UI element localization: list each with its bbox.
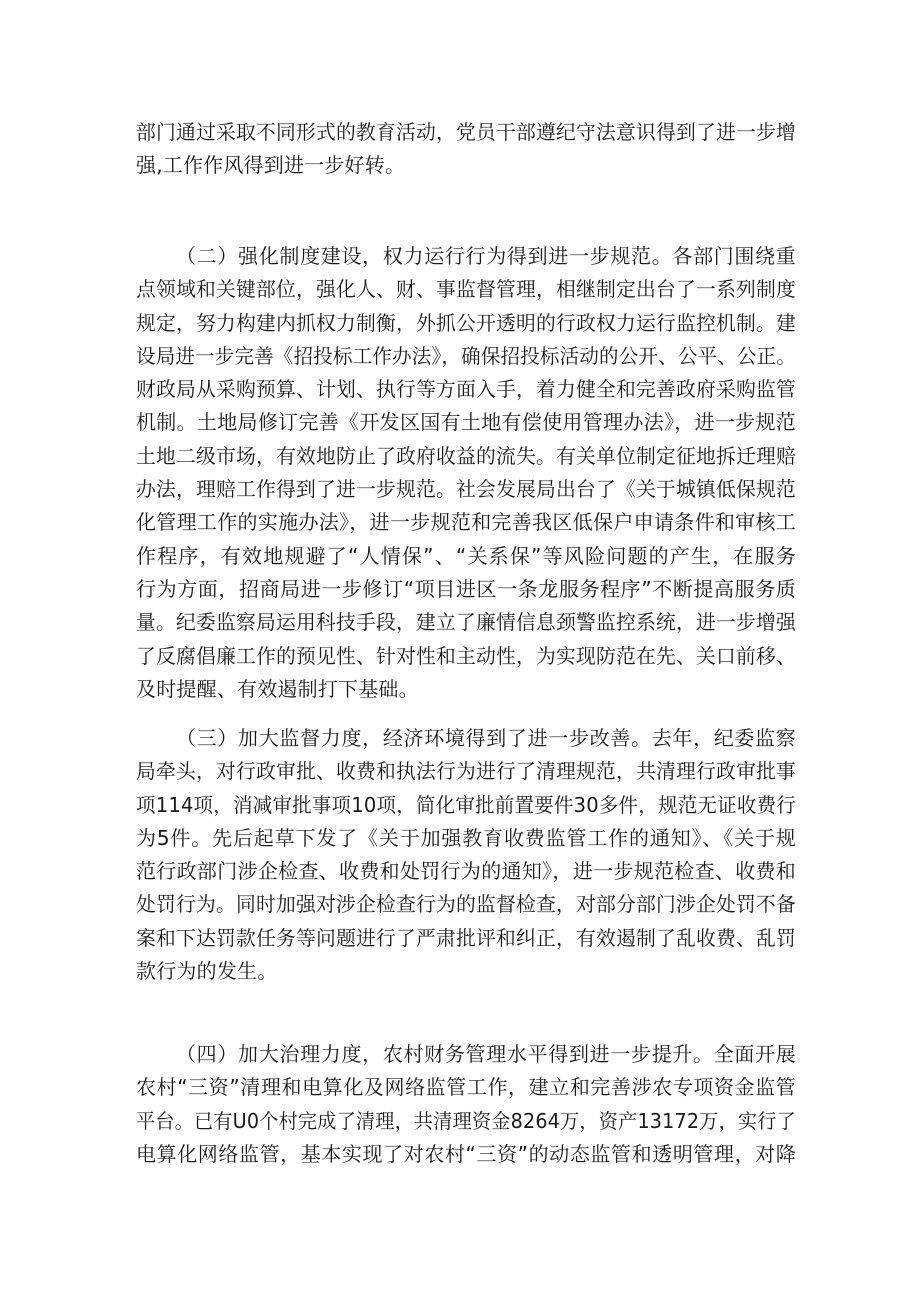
text-line: （三）加大监督力度，经济环境得到了进一步改善。去年，纪委监察 [176,726,797,750]
text-line: 范行政部门涉企检查、收费和处罚行为的通知》，进一步规范检查、收费和 [136,859,797,884]
text-line: 点领域和关键部位，强化人、财、事监督管理，相继制定出台了一系列制度 [136,277,797,302]
text-line: 设局进一步完善《招投标工作办法》，确保招投标活动的公开、公平、公正。 [136,343,797,368]
text-line: 电算化网络监管，基本实现了对农村“三资”的动态监管和透明管理，对降 [136,1141,797,1166]
text-line: 农村“三资”清理和电算化及网络监管工作，建立和完善涉农专项资金监管 [136,1075,797,1100]
paragraph-supervision [136,722,796,988]
text-line: 规定，努力构建内抓权力制衡，外抓公开透明的行政权力运行监控机制。建 [136,310,797,335]
text-line: 项114项，消减审批事项10项，简化审批前置要件30多件，规范无证收费行 [136,792,796,817]
text-line: 机制。土地局修订完善《开发区国有土地有偿使用管理办法》，进一步规范 [136,410,797,435]
paragraph-institution-building [136,240,796,706]
text-line: 强,工作作风得到进一步好转。 [136,153,406,178]
text-line: （二）强化制度建设，权力运行行为得到进一步规范。各部门围绕重 [176,244,797,268]
text-line: 款行为的发生。 [136,959,278,984]
text-line: 作程序，有效地规避了“人情保”、“关系保”等风险问题的产生，在服务 [136,543,797,568]
paragraph-rural-finance [136,1038,796,1171]
text-line: 办法，理赔工作得到了进一步规范。社会发展局出台了《关于城镇低保规范 [136,477,797,502]
text-line: 行为方面，招商局进一步修订“项目进区一条龙服务程序”不断提高服务质 [136,576,797,601]
text-line: 化管理工作的实施办法》，进一步规范和完善我区低保户申请条件和审核工 [136,510,797,535]
text-line: 案和下达罚款任务等问题进行了严肃批评和纠正，有效遏制了乱收费、乱罚 [136,925,797,950]
text-line: 财政局从采购预算、计划、执行等方面入手，着力健全和完善政府采购监管 [136,377,797,402]
text-line: 及时提醒、有效遏制打下基础。 [136,676,419,701]
text-line: 处罚行为。同时加强对涉企检查行为的监督检查，对部分部门涉企处罚不备 [136,892,797,917]
text-line: 为5件。先后起草下发了《关于加强教育收费监管工作的通知》、《关于规 [136,825,797,850]
text-line: 了反腐倡廉工作的预见性、针对性和主动性，为实现防范在先、关口前移、 [136,643,797,668]
paragraph-continuation [136,116,796,183]
text-line: 土地二级市场，有效地防止了政府收益的流失。有关单位制定征地拆迁理赔 [136,443,797,468]
text-line: （四）加大治理力度，农村财务管理水平得到进一步提升。全面开展 [176,1042,797,1066]
text-line: 局牵头，对行政审批、收费和执法行为进行了清理规范，共清理行政审批事 [136,759,797,784]
text-line: 量。纪委监察局运用科技手段，建立了廉情信息颈警监控系统，进一步增强 [136,610,797,635]
text-line: 平台。已有U0个村完成了清理，共清理资金8264万，资产13172万，实行了 [136,1108,796,1133]
text-line: 部门通过采取不同形式的教育活动，党员干部遵纪守法意识得到了进一步增 [136,120,797,144]
